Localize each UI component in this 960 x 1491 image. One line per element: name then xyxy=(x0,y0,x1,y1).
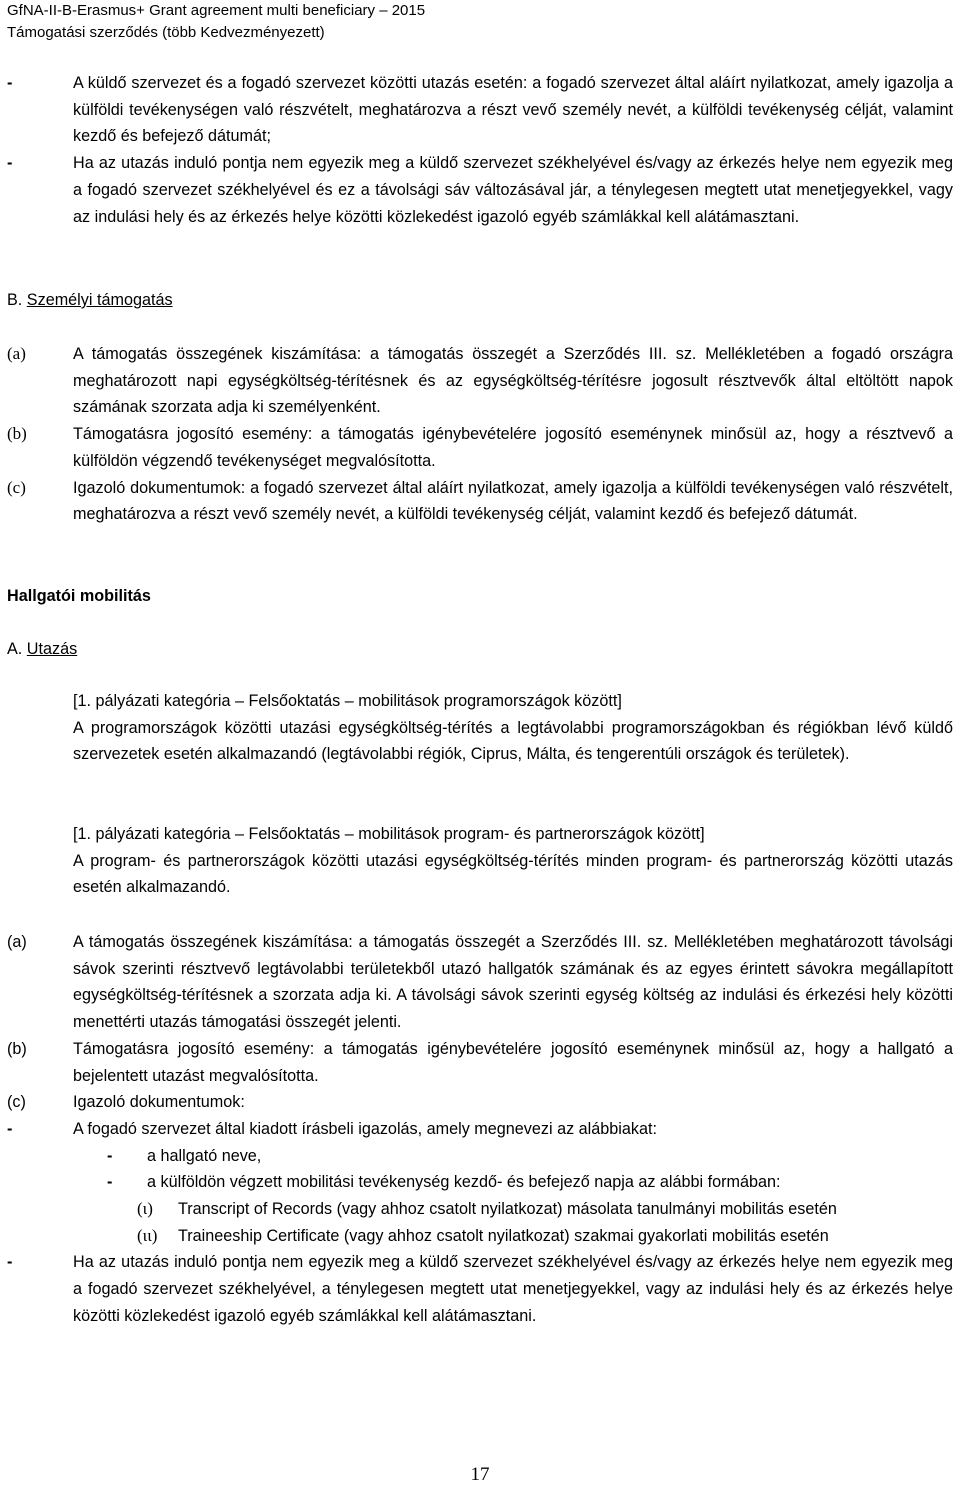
category-title: [1. pályázati kategória – Felsőoktatás – mobilitások programországok között] xyxy=(73,692,622,710)
list-item xyxy=(0,1249,960,1329)
section-b-prefix: B. xyxy=(7,291,27,309)
list-marker: (a) xyxy=(7,933,27,951)
hallgatoi-heading: Hallgatói mobilitás xyxy=(7,587,151,605)
list-marker: (ιι) xyxy=(137,1225,158,1245)
list-item xyxy=(0,341,960,421)
list-item-text: Traineeship Certificate (vagy ahhoz csatolt nyilatkozat) szakmai gyakorlati mobilitás esetén xyxy=(178,1226,829,1245)
running-header xyxy=(7,0,425,44)
section-a-title: Utazás xyxy=(26,640,78,658)
list-marker: (c) xyxy=(7,1093,26,1112)
top-list xyxy=(0,70,960,230)
list-item xyxy=(0,1116,960,1143)
category-text: A programországok közötti utazási egységköltség-térítés a legtávolabbi programországokban és régiókban lévő küldő szervezetek esetén alkalmazandó (legtávolabbi régiók, Ciprus, Málta, és tengerentúli országok és területek). xyxy=(73,718,953,764)
list-marker: - xyxy=(7,1119,13,1138)
list-item-text: Igazoló dokumentumok: a fogadó szervezet által aláírt nyilatkozat, amely igazolja a külföldi tevékenységen való részvételt, meghatározva a részt vevő személy nevét, a külföldi tevékenység célját, valamint kezdő és befejező dátumát. xyxy=(73,478,953,524)
list-marker: - xyxy=(7,1253,13,1272)
list-item-text: Ha az utazás induló pontja nem egyezik meg a küldő szervezet székhelyével és/vagy az érkezés helye nem egyezik meg a fogadó szervezet székhelyével és ez a távolsági sáv változásával jár, a ténylegesen megtett utat menetjegyekkel, vagy az indulási hely és az érkezés helye közötti közlekedést igazoló egyéb számlákkal kell alátámasztani. xyxy=(73,154,953,226)
list-marker: (b) xyxy=(7,1039,27,1058)
list-item-text: a hallgató neve, xyxy=(147,1146,262,1165)
page-number: 17 xyxy=(470,1464,490,1485)
list-item xyxy=(0,70,960,150)
list-marker: (ι) xyxy=(137,1199,153,1219)
list-item xyxy=(0,1169,960,1196)
list-item-text: Támogatásra jogosító esemény: a támogatás igénybevételére jogosító eseménynek minősül az, hogy a hallgató a bejelentett utazást megvalósította. xyxy=(73,1039,953,1085)
list-item-text: A küldő szervezet és a fogadó szervezet közötti utazás esetén: a fogadó szervezet által aláírt nyilatkozat, amely igazolja a külföldi tevékenységen való részvételt, meghatározva a részt vevő személy nevét, a külföldi tevékenység célját, valamint kezdő és befejező dátumát; xyxy=(73,74,953,146)
category-text: A program- és partnerországok közötti utazási egységköltség-térítés minden program- és partnerország közötti utazás esetén alkalmazandó. xyxy=(73,851,953,897)
list-marker: - xyxy=(107,1173,113,1192)
list-item xyxy=(0,1196,960,1223)
list-marker: - xyxy=(7,154,13,173)
list-item-text: Igazoló dokumentumok: xyxy=(73,1093,245,1112)
list-item xyxy=(0,1036,960,1089)
list-item-text: A támogatás összegének kiszámítása: a támogatás összegét a Szerződés III. sz. Mellékletében a fogadó országra meghatározott napi egységköltség-térítésnek és az egységköltség-térítésre jogosult résztvevők által eltöltött napok számának szorzata adja ki személyenként. xyxy=(73,345,953,417)
list-item-text: a külföldön végzett mobilitási tevékenység kezdő- és befejező napja az alábbi formában: xyxy=(147,1173,781,1192)
list-item xyxy=(0,1223,960,1250)
list-marker: - xyxy=(107,1146,113,1165)
list-item xyxy=(0,421,960,474)
list-item-text: Támogatásra jogosító esemény: a támogatás igénybevételére jogosító eseménynek minősül az, hogy a résztvevő a külföldön végzendő tevékenységet megvalósította. xyxy=(73,425,953,470)
section-b-list xyxy=(0,341,960,528)
list-marker: (a) xyxy=(7,344,26,363)
section-b-heading xyxy=(7,287,173,313)
list-item xyxy=(0,1089,960,1116)
list-item xyxy=(0,1143,960,1170)
list-item xyxy=(0,150,960,230)
section-a-heading xyxy=(7,636,77,662)
header-line-1: GfNA-II-B-Erasmus+ Grant agreement multi beneficiary – 2015 xyxy=(7,2,426,19)
list-item-text: A fogadó szervezet által kiadott írásbeli igazolás, amely megnevezi az alábbiakat: xyxy=(73,1119,657,1138)
list-marker: (c) xyxy=(7,477,26,497)
list-marker: (b) xyxy=(7,424,27,444)
list-item xyxy=(0,929,960,1036)
category-paragraph-1 xyxy=(73,688,953,768)
list-item-text: A támogatás összegének kiszámítása: a támogatás összegét a Szerződés III. sz. Mellékletében meghatározott távolsági sávok szerinti résztvevő legtávolabbi területekből utazó hallgatók számának és az egyes érintett sávokra megállapított egységköltség-térítésnek a szorzata adja ki. A távolsági sávok szerinti egység költség az indulási és érkezési hely közötti menettérti utazás támogatási összegét jelenti. xyxy=(73,933,953,1032)
header-line-2: Támogatási szerződés (több Kedvezményezett) xyxy=(7,24,325,41)
list-marker: - xyxy=(7,74,13,92)
category-paragraph-2 xyxy=(73,821,953,901)
category-title: [1. pályázati kategória – Felsőoktatás – mobilitások program- és partnerországok között] xyxy=(73,825,705,843)
list-item xyxy=(0,475,960,528)
section-b-title: Személyi támogatás xyxy=(26,291,173,309)
list-item-text: Transcript of Records (vagy ahhoz csatolt nyilatkozat) másolata tanulmányi mobilitás esetén xyxy=(178,1200,837,1219)
section-a-list xyxy=(0,929,960,1330)
section-a-prefix: A. xyxy=(7,640,27,658)
list-item-text: Ha az utazás induló pontja nem egyezik meg a küldő szervezet székhelyével és/vagy az érkezés helye nem egyezik meg a fogadó szervezet székhelyével, a ténylegesen megtett utat menetjegyekkel, vagy az indulási hely és az érkezés helye közötti közlekedést igazoló egyéb számlákkal kell alátámasztani. xyxy=(73,1253,953,1325)
